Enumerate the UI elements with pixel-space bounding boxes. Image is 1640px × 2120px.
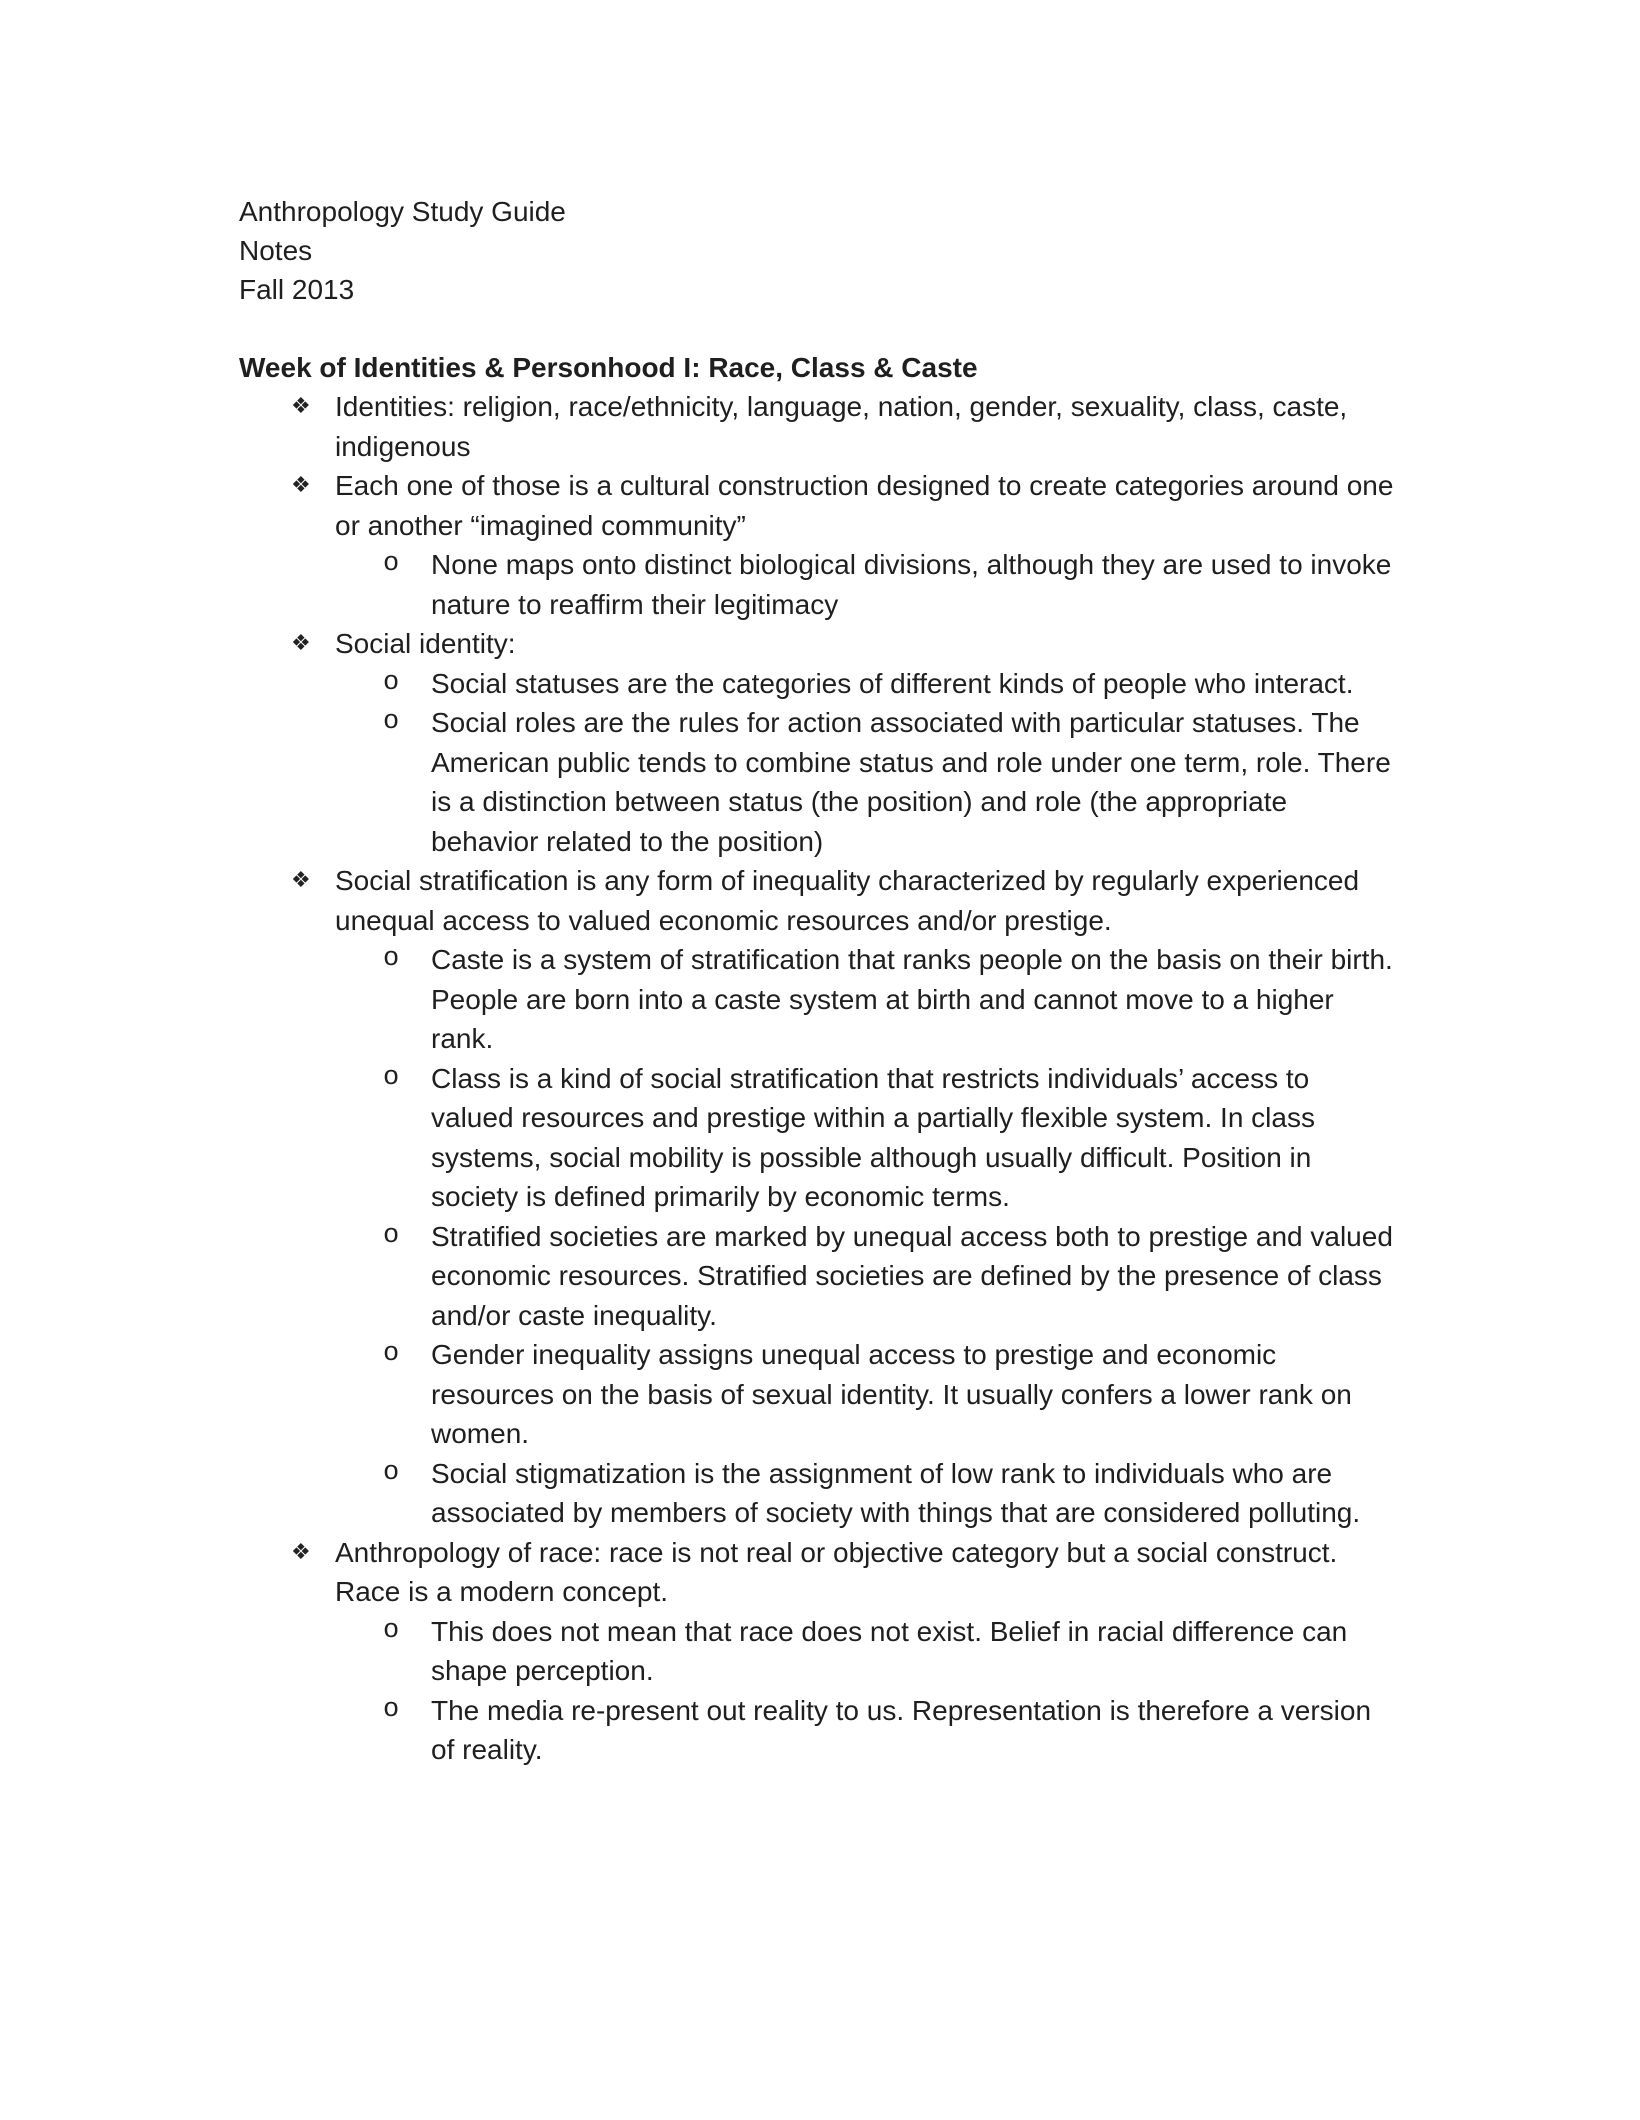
outline-subitem-text: None maps onto distinct biological divisions, although they are used to invoke nature to reaffirm their legitimacy	[431, 549, 1392, 620]
circle-bullet-icon: o	[383, 1220, 400, 1251]
outline-item	[239, 624, 1399, 861]
circle-bullet-icon: o	[383, 944, 400, 974]
outline-subitem	[335, 1335, 1399, 1454]
document-title: Anthropology Study Guide	[239, 196, 566, 227]
outline-subitem-text: This does not mean that race does not exist. Belief in racial difference can shape perception.	[431, 1615, 1348, 1686]
diamond-bullet-icon: ❖	[291, 473, 311, 498]
diamond-bullet-icon: ❖	[291, 394, 311, 419]
circle-bullet-icon: o	[383, 1457, 400, 1488]
circle-bullet-icon: o	[383, 667, 400, 698]
outline-subitem-text: Gender inequality assigns unequal access to prestige and economic resources on the basis of sexual identity. It usually confers a lower rank on women.	[431, 1339, 1352, 1449]
outline-subitem	[335, 703, 1399, 861]
outline-subitem-text: Class is a kind of social stratification that restricts individuals’ access to valued resources and prestige within a partially flexible system. In class systems, social mobility is possible although usually difficult. Position in society is defined primarily by economic terms.	[431, 1062, 1315, 1212]
circle-bullet-icon: o	[383, 707, 400, 737]
outline-subitem	[335, 1691, 1399, 1770]
outline-subitem-text: Social stigmatization is the assignment of low rank to individuals who are associated by members of society with things that are considered polluting.	[431, 1457, 1361, 1528]
outline-item-text: Each one of those is a cultural construction designed to create categories around one or another “imagined community”	[335, 470, 1394, 541]
circle-bullet-icon: o	[383, 549, 400, 579]
outline-subitem	[335, 545, 1399, 624]
outline-sublist	[335, 1612, 1399, 1770]
outline-list	[239, 387, 1399, 1770]
circle-bullet-icon: o	[383, 1062, 400, 1093]
outline-subitem	[335, 1059, 1399, 1217]
circle-bullet-icon: o	[383, 1694, 400, 1725]
outline-item	[239, 466, 1399, 624]
outline-item	[239, 387, 1399, 466]
outline-item-text: Identities: religion, race/ethnicity, language, nation, gender, sexuality, class, caste, indigenous	[335, 391, 1348, 462]
outline-item	[239, 1533, 1399, 1770]
outline-subitem	[335, 1454, 1399, 1533]
diamond-bullet-icon: ❖	[291, 631, 311, 656]
section-heading: Week of Identities & Personhood I: Race, Class & Caste	[239, 352, 978, 383]
outline-subitem-text: Social statuses are the categories of different kinds of people who interact.	[431, 667, 1354, 699]
diamond-bullet-icon: ❖	[291, 868, 311, 893]
document-page	[239, 192, 1399, 1770]
outline-sublist	[335, 664, 1399, 862]
outline-subitem-text: Caste is a system of stratification that ranks people on the basis on their birth. People are born into a caste system at birth and cannot move to a higher rank.	[431, 944, 1393, 1054]
circle-bullet-icon: o	[383, 1339, 400, 1369]
outline-sublist	[335, 545, 1399, 624]
outline-subitem-text: Stratified societies are marked by unequal access both to prestige and valued economic resources. Stratified societies are defined by the presence of class and/or caste inequality.	[431, 1220, 1393, 1331]
outline-subitem	[335, 1612, 1399, 1691]
circle-bullet-icon: o	[383, 1615, 400, 1646]
outline-subitem	[335, 940, 1399, 1059]
outline-subitem-text: The media re-present out reality to us. Representation is therefore a version of reality.	[431, 1694, 1372, 1765]
outline-item	[239, 861, 1399, 1533]
outline-subitem-text: Social roles are the rules for action associated with particular statuses. The American public tends to combine status and role under one term, role. There is a distinction between status (the position) and role (the appropriate behavior related to the position)	[431, 707, 1391, 857]
document-subtitle: Notes	[239, 235, 313, 266]
document-term: Fall 2013	[239, 274, 355, 305]
outline-item-text: Social stratification is any form of inequality characterized by regularly experienced unequal access to valued economic resources and/or prestige.	[335, 865, 1360, 936]
outline-subitem	[335, 664, 1399, 704]
outline-item-text: Social identity:	[335, 628, 516, 659]
outline-subitem	[335, 1217, 1399, 1336]
outline-sublist	[335, 940, 1399, 1533]
outline-item-text: Anthropology of race: race is not real or objective category but a social construct. Race is a modern concept.	[335, 1536, 1338, 1607]
diamond-bullet-icon: ❖	[291, 1539, 311, 1565]
